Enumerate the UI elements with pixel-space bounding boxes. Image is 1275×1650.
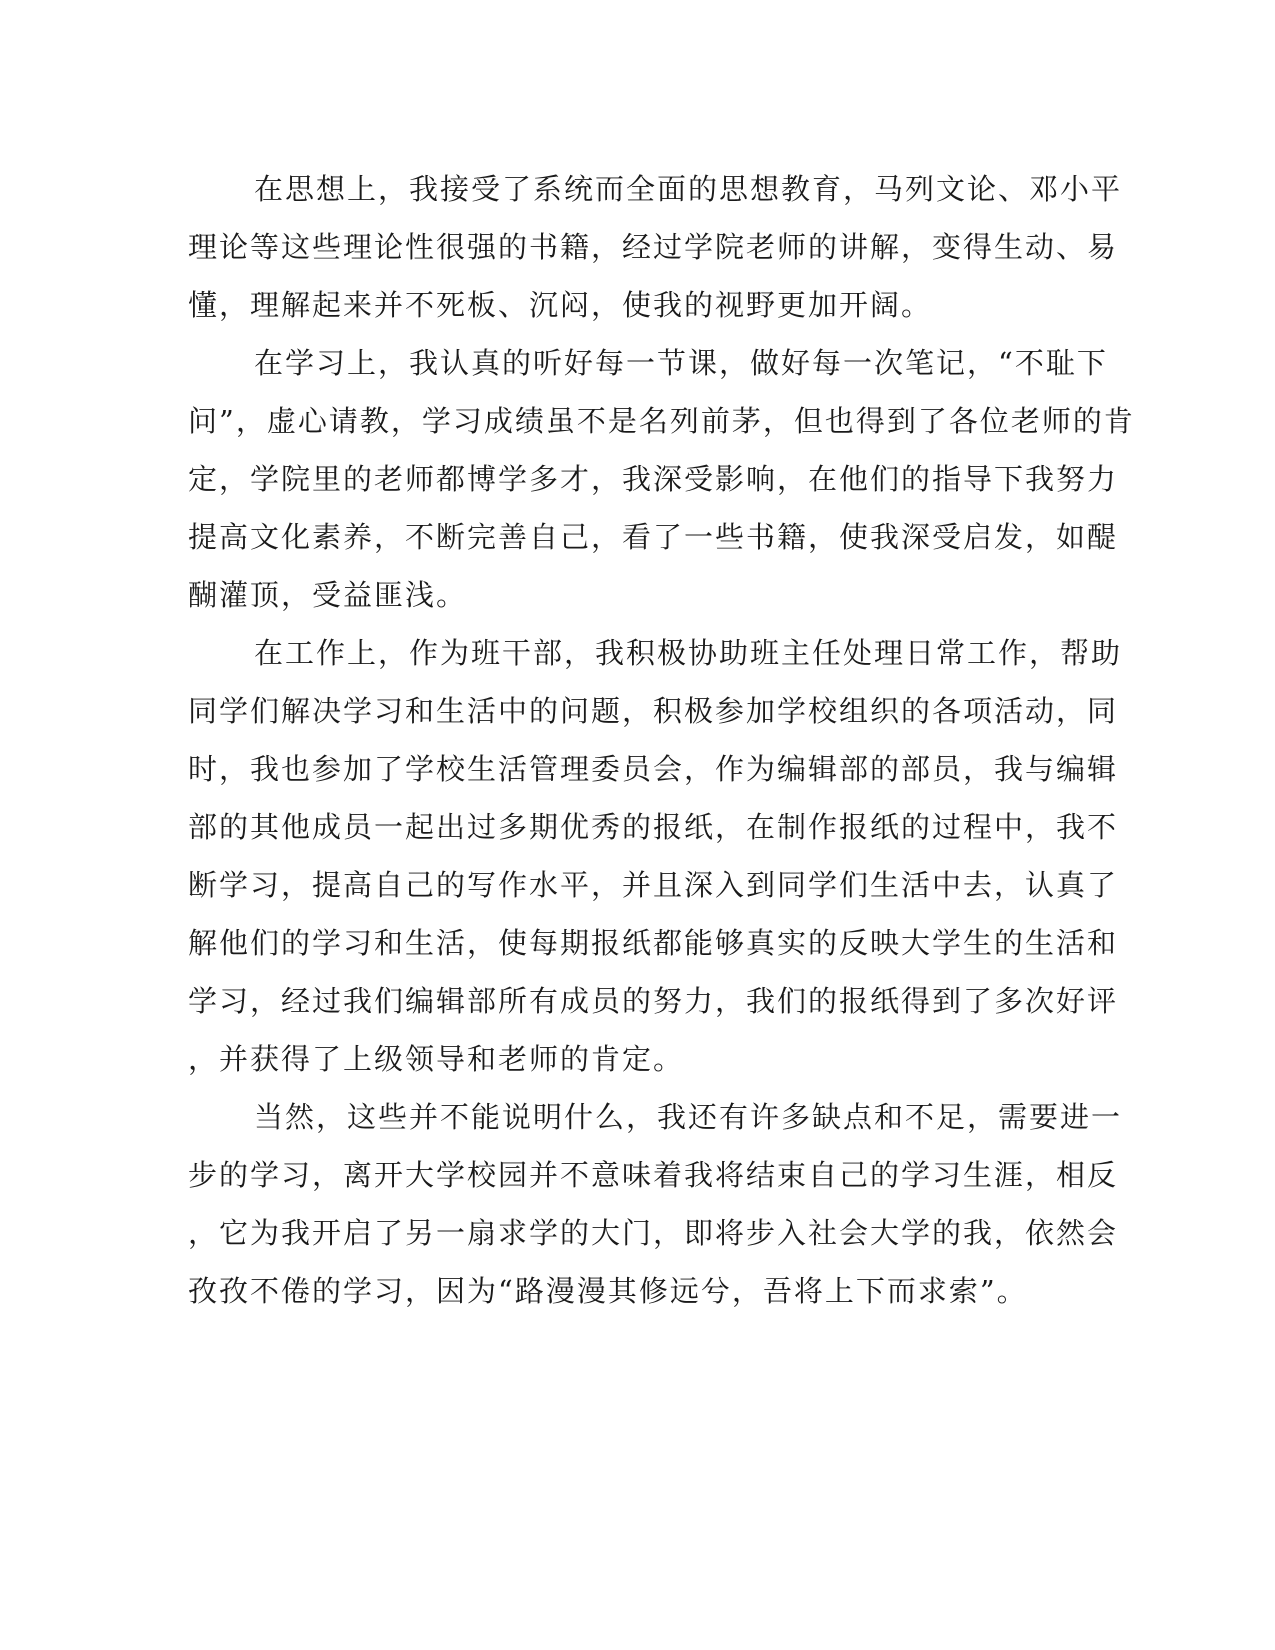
text-line: 当然，这些并不能说明什么，我还有许多缺点和不足，需要进一 [254,1100,1123,1134]
text-line: 部的其他成员一起出过多期优秀的报纸，在制作报纸的过程中，我不 [188,810,1119,844]
text-line: ，它为我开启了另一扇求学的大门，即将步入社会大学的我，依然会 [188,1216,1119,1250]
paragraph-thought [188,160,1123,334]
text-line: 在思想上，我接受了系统而全面的思想教育，马列文论、邓小平 [254,172,1123,206]
text-line: 提高文化素养，不断完善自己，看了一些书籍，使我深受启发，如醍 [188,520,1119,554]
text-line: 学习，经过我们编辑部所有成员的努力，我们的报纸得到了多次好评 [188,984,1119,1018]
text-line: ，并获得了上级领导和老师的肯定。 [188,1042,685,1076]
document-body [188,160,1135,1320]
text-line: 问”，虚心请教，学习成绩虽不是名列前茅，但也得到了各位老师的肯 [188,404,1135,438]
text-line: 同学们解决学习和生活中的问题，积极参加学校组织的各项活动，同 [188,694,1119,728]
paragraph-study [188,334,1135,624]
text-line: 时，我也参加了学校生活管理委员会，作为编辑部的部员，我与编辑 [188,752,1119,786]
paragraph-conclusion [188,1088,1123,1320]
text-line: 醐灌顶，受益匪浅。 [188,578,468,612]
text-line: 孜孜不倦的学习，因为“路漫漫其修远兮，吾将上下而求索”。 [188,1274,1028,1308]
text-line: 解他们的学习和生活，使每期报纸都能够真实的反映大学生的生活和 [188,926,1119,960]
paragraph-work [188,624,1123,1088]
text-line: 断学习，提高自己的写作水平，并且深入到同学们生活中去，认真了 [188,868,1119,902]
text-line: 定，学院里的老师都博学多才，我深受影响，在他们的指导下我努力 [188,462,1119,496]
text-line: 理论等这些理论性很强的书籍，经过学院老师的讲解，变得生动、易 [188,230,1119,264]
text-line: 懂，理解起来并不死板、沉闷，使我的视野更加开阔。 [188,288,933,322]
text-line: 在工作上，作为班干部，我积极协助班主任处理日常工作，帮助 [254,636,1123,670]
text-line: 在学习上，我认真的听好每一节课，做好每一次笔记，“不耻下 [254,346,1108,380]
text-line: 步的学习，离开大学校园并不意味着我将结束自己的学习生涯，相反 [188,1158,1119,1192]
